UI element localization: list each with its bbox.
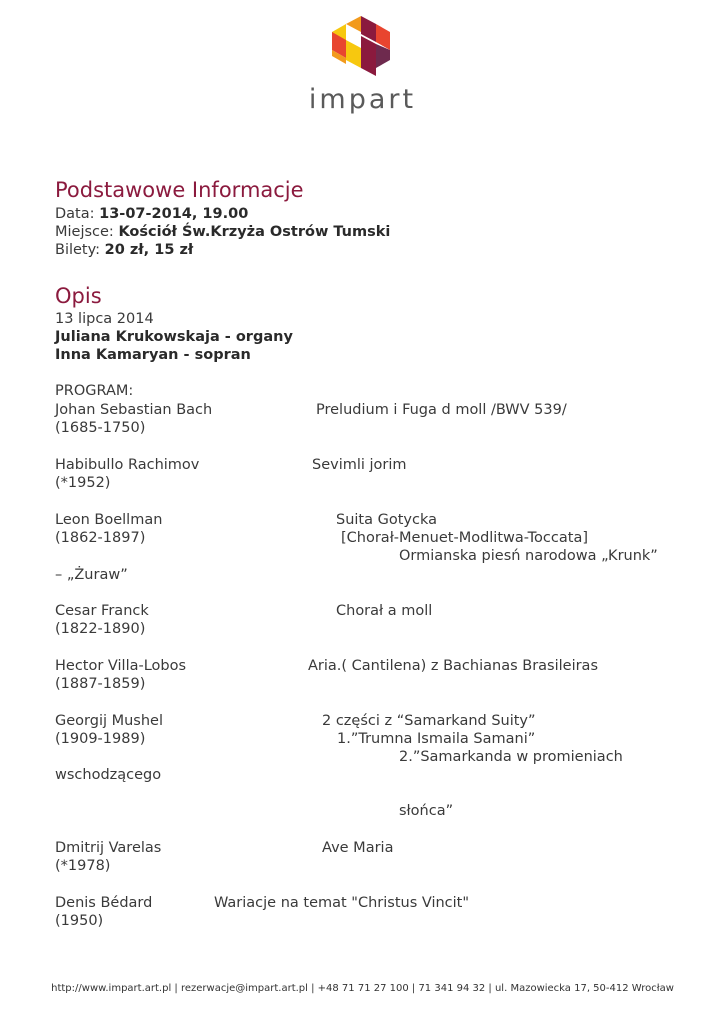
composer-work: Preludium i Fuga d moll /BWV 539/ (316, 402, 567, 418)
composer-years: (1887-1859) (55, 676, 146, 692)
composer-work: 2 części z “Samarkand Suity” (322, 713, 536, 729)
info-heading: Podstawowe Informacje (55, 178, 304, 202)
performer-2-text: Inna Kamaryan - sopran (55, 347, 251, 363)
composer-name: Georgij Mushel (55, 713, 163, 729)
composer-years: (1685-1750) (55, 420, 146, 436)
composer-work: – „Żuraw” (55, 567, 128, 583)
composer-name: Denis Bédard (55, 895, 153, 911)
composer-years: (1950) (55, 913, 104, 929)
composer-years: (1862-1897) (55, 530, 146, 546)
opis-date: 13 lipca 2014 (55, 311, 154, 327)
brand-wordmark: impart (308, 84, 417, 115)
composer-work: [Chorał-Menuet-Modlitwa-Toccata] (341, 530, 588, 546)
date-label: Data: (55, 206, 95, 222)
composer-name: Johan Sebastian Bach (55, 402, 213, 418)
composer-work: Ave Maria (322, 840, 394, 856)
footer-contact: http://www.impart.art.pl | rezerwacje@impart.art.pl | +48 71 71 27 100 | 71 341 94 32 | ul. Mazowiecka 17, 50-412 Wrocław (51, 983, 674, 994)
program-label: PROGRAM: (55, 383, 134, 399)
composer-years: (1909-1989) (55, 731, 146, 747)
info-tickets (55, 241, 193, 259)
composer-work: Chorał a moll (336, 603, 433, 619)
performer-1-text: Juliana Krukowskaja - organy (55, 329, 293, 345)
info-place (55, 223, 390, 241)
tickets-value: 20 zł, 15 zł (104, 242, 194, 258)
date-value: 13-07-2014, 19.00 (99, 206, 249, 222)
composer-name: Leon Boellman (55, 512, 163, 528)
composer-name: Dmitrij Varelas (55, 840, 162, 856)
composer-years: (*1952) (55, 475, 111, 491)
performer-2 (55, 346, 251, 364)
composer-work: Ormianska piesń narodowa „Krunk” (399, 548, 658, 564)
composer-work: 1.”Trumna Ismaila Samani” (337, 731, 536, 747)
place-label: Miejsce: (55, 224, 114, 240)
composer-name: Cesar Franck (55, 603, 149, 619)
composer-years: (*1978) (55, 858, 111, 874)
opis-heading: Opis (55, 284, 102, 308)
performer-1 (55, 328, 293, 346)
composer-name: Hector Villa-Lobos (55, 658, 187, 674)
composer-work: wschodzącego (55, 767, 162, 783)
composer-work: Sevimli jorim (312, 457, 407, 473)
composer-name: Habibullo Rachimov (55, 457, 200, 473)
composer-work: Wariacje na temat "Christus Vincit" (214, 895, 470, 911)
place-value: Kościół Św.Krzyża Ostrów Tumski (118, 224, 391, 240)
tickets-label: Bilety: (55, 242, 101, 258)
info-date (55, 205, 248, 223)
composer-work: Aria.( Cantilena) z Bachianas Brasileiras (308, 658, 598, 674)
composer-work: Suita Gotycka (336, 512, 437, 528)
impart-logo-icon (332, 16, 390, 76)
composer-work: 2.”Samarkanda w promieniach (399, 749, 623, 765)
composer-years: (1822-1890) (55, 621, 146, 637)
composer-work: słońca” (399, 803, 454, 819)
